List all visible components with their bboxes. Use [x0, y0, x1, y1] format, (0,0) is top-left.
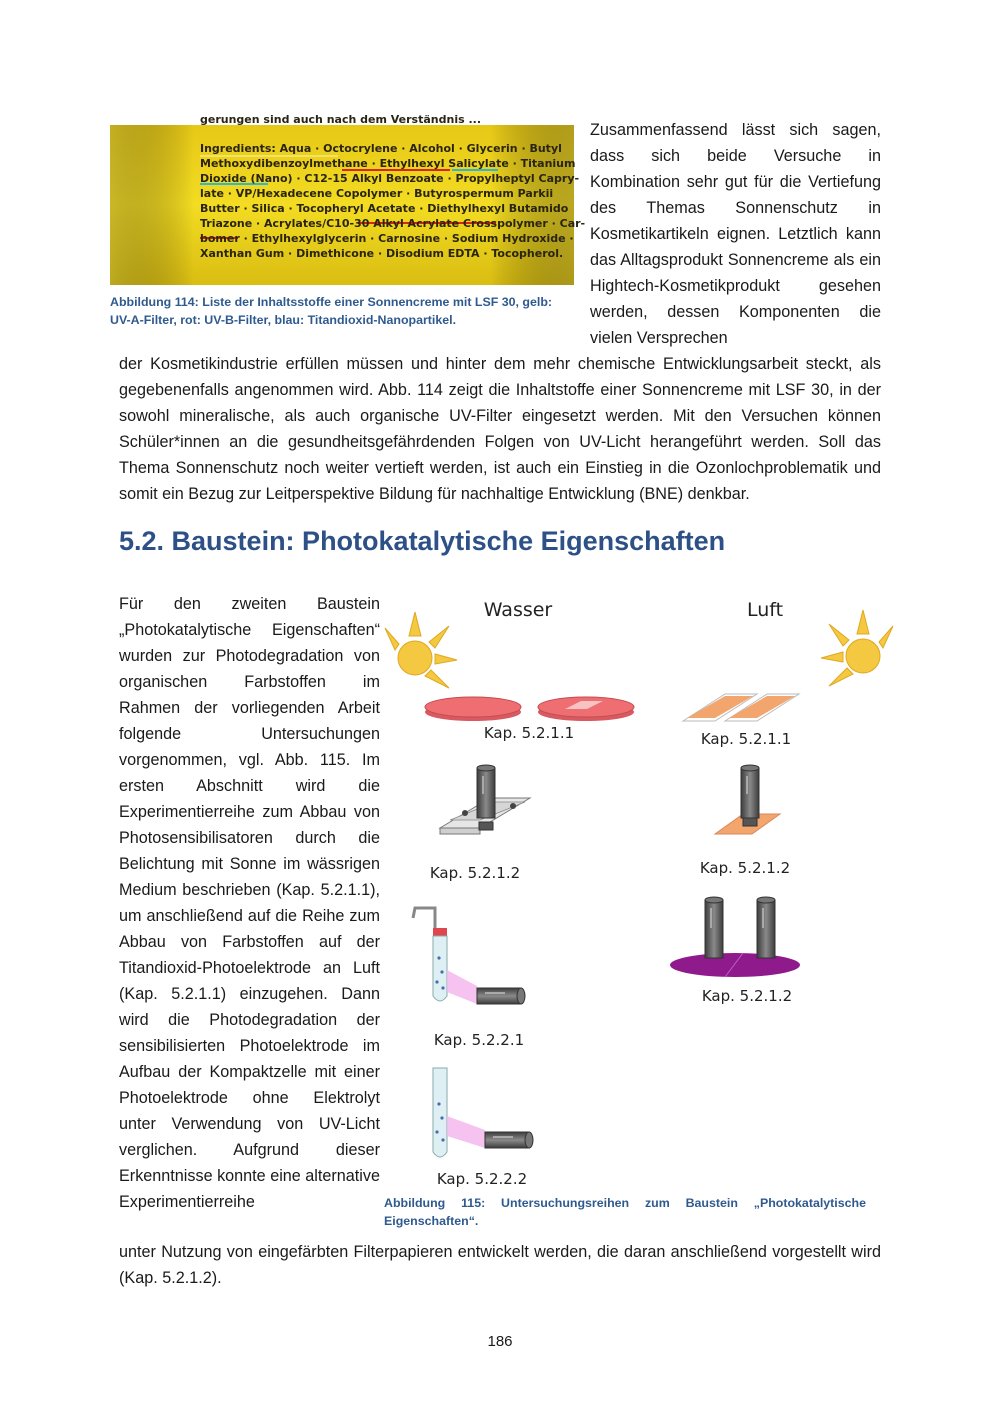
photo-line-5: Butter · Silica · Tocopheryl Acetate · Diethylhexyl Butamido [200, 202, 569, 215]
photo-top-line: gerungen sind auch nach dem Verständnis ... [200, 113, 482, 126]
photo-line-7: bomer · Ethylhexylglycerin · Carnosine · Sodium Hydroxide · [200, 232, 574, 245]
sun-icon [821, 610, 893, 686]
uv-lamp [741, 765, 759, 826]
figure-115-caption [384, 1194, 866, 1230]
figure-115-diagram [385, 588, 895, 1196]
uv-lamp [705, 897, 723, 958]
label-kap-5212-air-b: Kap. 5.2.1.2 [701, 987, 793, 1005]
photo-line-6: Triazone · Acrylates/C10-30 Alkyl Acrylate Crosspolymer · Car- [200, 217, 586, 230]
photo-line-1: Ingredients: Aqua · Octocrylene · Alcohol · Glycerin · Butyl [200, 142, 562, 155]
figure-114-caption [110, 293, 580, 329]
sun-icon [385, 612, 457, 688]
uv-lamp [757, 897, 775, 958]
photo-line-2: Methoxydibenzoylmethane · Ethylhexyl Salicylate · Titanium [200, 157, 576, 170]
label-kap-5212-water: Kap. 5.2.1.2 [429, 864, 521, 882]
uv-lamp-horizontal [477, 988, 525, 1004]
label-kap-5221: Kap. 5.2.2.1 [433, 1031, 525, 1049]
test-tube [433, 1068, 447, 1157]
experiment-series-diagram [385, 588, 895, 1196]
test-tube-with-solution [433, 928, 447, 1001]
sunscreen-ingredients-photo [110, 113, 586, 285]
figure-115-caption-line1: Abbildung 115: Untersuchungsreihen zum Baustein „Photokatalytische [384, 1196, 866, 1210]
petri-dish-right [538, 697, 634, 721]
label-kap-5211-water: Kap. 5.2.1.1 [483, 724, 575, 742]
photo-line-8: Xanthan Gum · Dimethicone · Disodium EDTA · Tocopherol. [200, 247, 564, 260]
uv-lamp-horizontal [485, 1132, 533, 1148]
intro-paragraph-right: Zusammenfassend lässt sich sagen, dass sich beide Versuche in Kombination sehr gut für die Vertiefung des Themas Sonnenschutz in Kosmetikartikeln eignen. Letztlich kann das Alltagsprodukt Sonnencreme als ein Hightech-Kosmetikprodukt gesehen werden, dessen Komponenten die vielen Versprechen [590, 121, 881, 347]
label-kap-5211-air: Kap. 5.2.1.1 [700, 730, 792, 748]
uv-light-beam [447, 1116, 485, 1148]
column-header-air: Luft [746, 599, 784, 621]
page-number: 186 [487, 1333, 513, 1350]
uv-light-beam [447, 970, 477, 1004]
label-kap-5222: Kap. 5.2.2.2 [436, 1170, 528, 1188]
section-paragraph-full: unter Nutzung von eingefärbten Filterpapieren entwickelt werden, die daran anschließend vorgestellt wird (Kap. 5.2.1.2). [119, 1243, 881, 1287]
label-kap-5212-air-a: Kap. 5.2.1.2 [699, 859, 791, 877]
section-paragraph-left: Für den zweiten Baustein „Photokatalytische Eigenschaften“ wurden zur Photodegradation von organischen Farbstoffen im Rahmen der vorliegenden Arbeit folgende Untersuchungen vorgenommen, vgl. Abb. 115. Im ersten Abschnitt wird die Experimentierreihe zum Abbau von Photosensibilisatoren durch die Belichtung mit Sonne im wässrigen Medium beschrieben (Kap. 5.2.1.1), um anschließend auf die Reihe zum Abbau von Farbstoffen auf der Titandioxid-Photoelektrode an Luft (Kap. 5.2.1.1) einzugehen. Dann wird die Photodegradation der sensibilisierten Photoelektrode im Aufbau der Kompaktzelle mit einer Photoelektrode ohne Elektrolyt unter Verwendung von UV-Licht verglichen. Aufgrund dieser Erkenntnisse konnte eine alternative Experimentierreihe [119, 595, 380, 1211]
figure-114-caption-line1: Abbildung 114: Liste der Inhaltsstoffe einer Sonnencreme mit LSF 30, gelb: [110, 295, 553, 309]
photo-line-3: Dioxide (Nano) · C12-15 Alkyl Benzoate · Propylheptyl Capry- [200, 172, 580, 185]
intro-paragraph-full: der Kosmetikindustrie erfüllen müssen und hinter dem mehr chemische Entwicklungsarbeit steckt, als gegebenenfalls angenommen wird. Abb. 114 zeigt die Inhaltstoffe einer Sonnencreme mit LSF 30, in der sowohl mineralische, als auch organische UV-Filter eingesetzt werden. Mit den Versuchen können Schüler*innen an die gesundheitsgefährdenden Folgen von UV-Licht herangeführt werden. Soll das Thema Sonnenschutz noch weiter vertieft werden, ist auch ein Einstieg in die Ozonlochproblematik und somit ein Bezug zur Leitperspektive Bildung für nachhaltige Entwicklung (BNE) denkbar. [119, 355, 881, 503]
column-header-water: Wasser [483, 599, 553, 621]
photo-line-4: late · VP/Hexadecene Copolymer · Butyrospermum Parkii [200, 187, 554, 200]
gas-inlet-tube [413, 908, 435, 976]
sunscreen-label-image [110, 113, 586, 285]
dyed-filter-paper [670, 953, 800, 977]
figure-115-caption-line2: Eigenschaften“. [384, 1214, 479, 1228]
petri-dish-left [425, 697, 521, 721]
section-heading: 5.2. Baustein: Photokatalytische Eigenschaften [119, 526, 726, 556]
figure-114-caption-line2: UV-A-Filter, rot: UV-B-Filter, blau: Titandioxid-Nanopartikel. [110, 313, 457, 327]
